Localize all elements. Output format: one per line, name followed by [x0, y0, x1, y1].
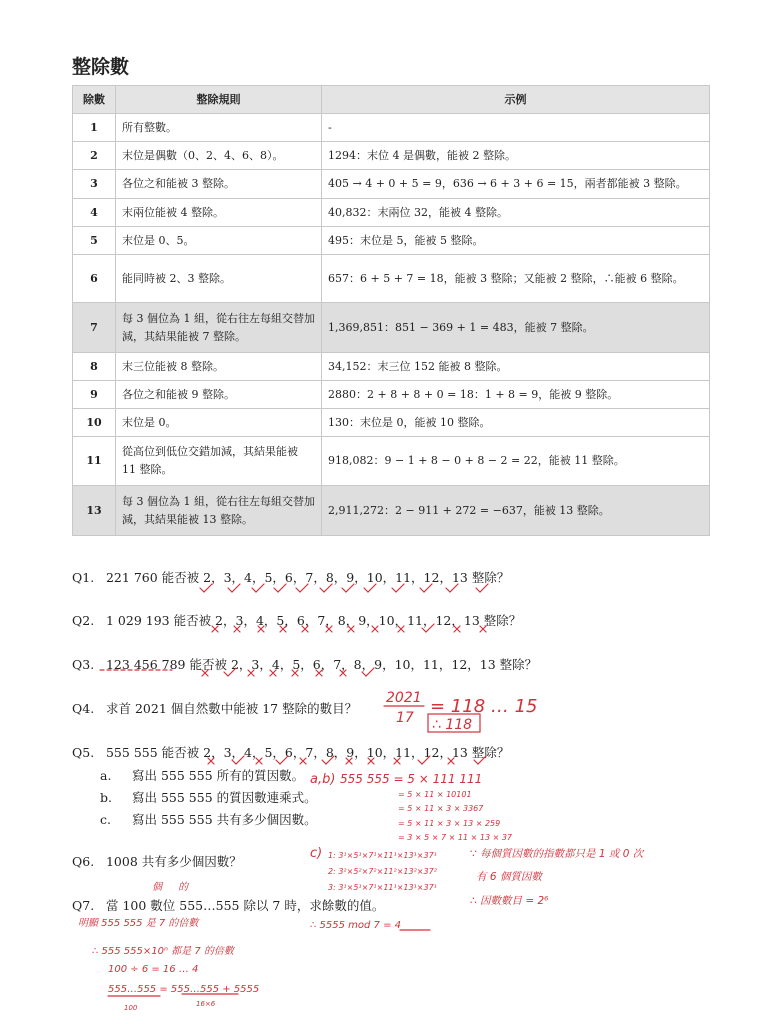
question-text: 555 555 能否被 2，3，4，5，6，7，8，9，10，11，12，13 整除？ — [105, 745, 510, 760]
hw-q7-line4: 555…555 = 555…555 + 5555 — [108, 984, 260, 995]
sub-text: 寫出 555 555 共有多少個因數。 — [131, 812, 317, 827]
hw-q4-denominator: 17 — [396, 710, 414, 726]
question-number: Q2. — [72, 613, 95, 628]
rule-cell: 各位之和能被 9 整除。 — [116, 381, 322, 409]
example-cell: 405 → 4 + 0 + 5 = 9，636 → 6 + 3 + 6 = 15，兩者都能被 3 整除。 — [322, 170, 710, 199]
question-text: 221 760 能否被 2，3，4，5，6，7，8，9，10，11，12，13 整除？ — [105, 570, 510, 585]
cross-mark — [348, 626, 354, 632]
hw-q5-line1: 555 555 = 5 × 111 111 — [340, 772, 483, 786]
sub-text: 寫出 555 555 的質因數連乘式。 — [131, 790, 317, 805]
rule-cell: 能同時被 2、3 整除。 — [116, 255, 322, 303]
cross-mark — [368, 758, 374, 764]
hw-q5-line3: = 5 × 11 × 3 × 3367 — [398, 804, 484, 813]
rule-cell: 末位是 0。 — [116, 409, 322, 437]
check-mark — [276, 756, 288, 764]
question-text: 1008 共有多少個因數？ — [105, 854, 242, 869]
rule-cell: 末三位能被 8 整除。 — [116, 353, 322, 381]
divisor-cell: 11 — [73, 437, 116, 486]
cross-mark — [316, 670, 322, 676]
divisor-cell: 3 — [73, 170, 116, 199]
example-cell: 2880：2 + 8 + 8 + 0 = 18：1 + 8 = 9，能被 9 整除。 — [322, 381, 710, 409]
example-cell: 657：6 + 5 + 7 = 18，能被 3 整除；又能被 2 整除，∴能被 6 整除。 — [322, 255, 710, 303]
example-cell: 918,082：9 − 1 + 8 − 0 + 8 − 2 = 22，能被 11 整除。 — [322, 437, 710, 486]
question-text: 當 100 數位 555…555 除以 7 時，求餘數的值。 — [105, 898, 385, 913]
check-mark — [232, 756, 244, 764]
hw-q7-line2: ∴ 555 555×10ⁿ 都是 7 的倍數 — [92, 946, 234, 957]
cross-mark — [258, 626, 264, 632]
check-mark — [422, 624, 434, 632]
divisor-cell: 10 — [73, 409, 116, 437]
sub-text: 寫出 555 555 所有的質因數。 — [131, 768, 305, 783]
divisor-cell: 5 — [73, 227, 116, 255]
check-mark — [200, 584, 212, 592]
cross-mark — [292, 670, 298, 676]
question-number: Q4. — [72, 701, 95, 716]
cross-mark — [454, 626, 460, 632]
question-text: 123 456 789 能否被 2，3，4，5，6，7，8，9，10，11，12，13 整除？ — [105, 657, 538, 672]
divisor-cell: 7 — [73, 303, 116, 353]
sub-label: a. — [100, 768, 112, 783]
hw-q7-mod: ∴ 5555 mod 7 = 4 — [310, 920, 402, 931]
example-cell: 1294：末位 4 是偶數，能被 2 整除。 — [322, 142, 710, 170]
rule-cell: 每 3 個位為 1 組，從右往左每組交替加減，其結果能被 7 整除。 — [116, 303, 322, 353]
example-cell: 495：末位是 5，能被 5 整除。 — [322, 227, 710, 255]
check-mark — [364, 584, 376, 592]
check-mark — [274, 584, 286, 592]
cross-mark — [372, 626, 378, 632]
example-cell: 1,369,851：851 − 369 + 1 = 483，能被 7 整除。 — [322, 303, 710, 353]
hw-q7-note-b: 的 — [178, 882, 188, 893]
cross-mark — [394, 758, 400, 764]
cross-mark — [280, 626, 286, 632]
cross-mark — [270, 670, 276, 676]
hw-q7-sub2: 16×6 — [196, 1000, 216, 1008]
check-mark — [474, 756, 486, 764]
sub-label: c. — [100, 812, 111, 827]
hw-q5-line2: = 5 × 11 × 10101 — [398, 790, 472, 799]
check-mark — [224, 668, 236, 676]
example-cell: 40,832：末兩位 32，能被 4 整除。 — [322, 199, 710, 227]
divisor-cell: 2 — [73, 142, 116, 170]
divisor-cell: 13 — [73, 486, 116, 536]
divisor-cell: 9 — [73, 381, 116, 409]
hw-q5-ab-label: a,b) — [310, 772, 336, 787]
check-mark — [252, 584, 264, 592]
example-cell: 34,152：末三位 152 能被 8 整除。 — [322, 353, 710, 381]
cross-mark — [340, 670, 346, 676]
check-mark — [320, 584, 332, 592]
cross-mark — [248, 670, 254, 676]
hw-q5-line4: = 5 × 11 × 3 × 13 × 259 — [398, 819, 501, 828]
hw-q5c-note3: ∴ 因數數目 = 2⁶ — [470, 895, 549, 907]
check-mark — [446, 584, 458, 592]
question-number: Q6. — [72, 854, 95, 869]
hw-q5c-note1: ∵ 每個質因數的指數都只是 1 或 0 次 — [470, 848, 644, 860]
hw-q5-line5: = 3 × 5 × 7 × 11 × 13 × 37 — [398, 833, 512, 842]
example-cell: - — [322, 114, 710, 142]
cross-mark — [326, 626, 332, 632]
page-title: 整除數 — [72, 56, 130, 78]
divisor-cell: 4 — [73, 199, 116, 227]
hw-q7-line1: 明顯 555 555 是 7 的倍數 — [78, 918, 199, 929]
cross-mark — [448, 758, 454, 764]
header-example: 示例 — [322, 86, 710, 114]
header-divisor: 除數 — [73, 86, 116, 114]
hw-q7-sub1: 100 — [124, 1004, 138, 1012]
hw-q5c-1: 1: 3¹×5¹×7¹×11¹×13¹×37¹ — [328, 851, 437, 860]
divisor-cell: 1 — [73, 114, 116, 142]
header-rule: 整除規則 — [116, 86, 322, 114]
question-text: 1 029 193 能否被 2，3，4，5，6，7，8，9，10，11，12，13 整除？ — [105, 613, 522, 628]
rule-cell: 所有整數。 — [116, 114, 322, 142]
cross-mark — [256, 758, 262, 764]
check-mark — [342, 584, 354, 592]
hw-q7-line3: 100 ÷ 6 = 16 … 4 — [108, 964, 199, 975]
rule-cell: 每 3 個位為 1 組，從右往左每組交替加減，其結果能被 13 整除。 — [116, 486, 322, 536]
hw-q4-result: = 118 … 15 — [430, 696, 538, 717]
hw-q5c-note2: 有 6 個質因數 — [476, 871, 542, 883]
cross-mark — [212, 626, 218, 632]
check-mark — [362, 668, 374, 676]
cross-mark — [302, 626, 308, 632]
rule-cell: 末位是偶數（0、2、4、6、8）。 — [116, 142, 322, 170]
check-mark — [420, 584, 432, 592]
check-mark — [228, 584, 240, 592]
example-cell: 130：末位是 0，能被 10 整除。 — [322, 409, 710, 437]
example-cell: 2,911,272：2 − 911 + 272 = −637，能被 13 整除。 — [322, 486, 710, 536]
question-number: Q5. — [72, 745, 95, 760]
question-text: 求首 2021 個自然數中能被 17 整除的數目？ — [105, 701, 358, 716]
check-mark — [296, 584, 308, 592]
rule-cell: 各位之和能被 3 整除。 — [116, 170, 322, 199]
rule-cell: 末兩位能被 4 整除。 — [116, 199, 322, 227]
rule-cell: 從高位到低位交錯加減，其結果能被 11 整除。 — [116, 437, 322, 486]
check-mark — [392, 584, 404, 592]
cross-mark — [202, 670, 208, 676]
question-number: Q7. — [72, 898, 95, 913]
cross-mark — [398, 626, 404, 632]
cross-mark — [300, 758, 306, 764]
cross-mark — [234, 626, 240, 632]
divisor-cell: 8 — [73, 353, 116, 381]
hw-q5c-label: c) — [310, 846, 323, 861]
hw-q4-boxed: ∴ 118 — [432, 717, 473, 733]
cross-mark — [208, 758, 214, 764]
check-mark — [418, 756, 430, 764]
rule-cell: 末位是 0、5。 — [116, 227, 322, 255]
hw-q5c-2: 2: 3²×5²×7²×11²×13²×37² — [328, 867, 437, 876]
cross-mark — [346, 758, 352, 764]
sub-label: b. — [100, 790, 112, 805]
hw-q4-numerator: 2021 — [386, 690, 422, 706]
check-mark — [476, 584, 488, 592]
divisor-cell: 6 — [73, 255, 116, 303]
question-number: Q1. — [72, 570, 95, 585]
hw-q7-note-a: 個 — [152, 882, 162, 893]
question-number: Q3. — [72, 657, 95, 672]
cross-mark — [480, 626, 486, 632]
check-mark — [322, 756, 334, 764]
hw-q5c-3: 3: 3¹×5¹×7¹×11¹×13¹×37¹ — [328, 883, 437, 892]
